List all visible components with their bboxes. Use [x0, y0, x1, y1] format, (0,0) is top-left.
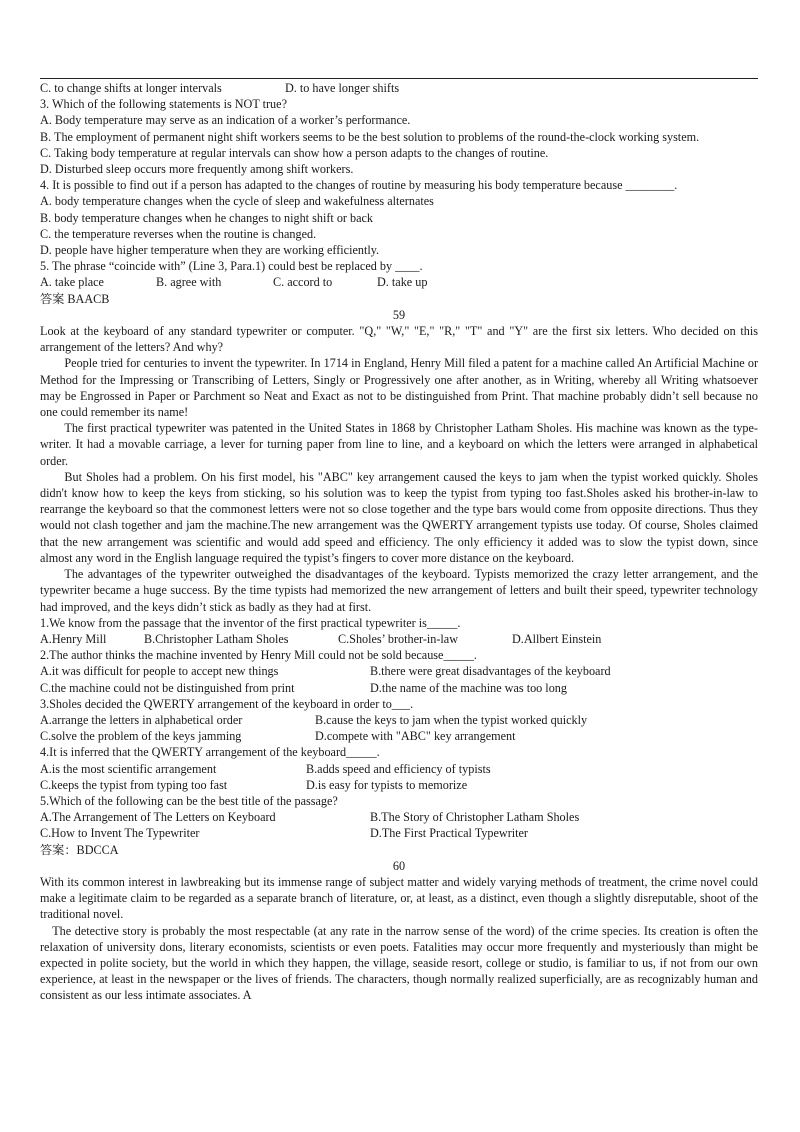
- options-row: [40, 680, 758, 696]
- paragraph: The detective story is probably the most respectable (at any rate in the narrow sense of the word) of the crime species. Its creation is often the relaxation of university dons, literary economists, scientists or even poets. Fatalities may occur more frequently and mysteriously than might be expected in polite society, but the world in which they happen, the village, seaside resort, college or studio, is familiar to us, if not from our own experience, at least in the newspaper or the lives of friends. The characters, though normally realized superficially, are as recognizably human and consistent as our less intimate associates. A: [40, 923, 758, 1003]
- option: C.the machine could not be distinguished from print: [40, 680, 295, 695]
- option: A.Henry Mill: [40, 631, 107, 646]
- option: A. take place: [40, 275, 104, 290]
- options-row: [40, 728, 758, 744]
- paragraph: With its common interest in lawbreaking but its immense range of subject matter and widely varying methods of treatment, the crime novel could make a legitimate claim to be regarded as a separate branch of literature, or, at least, as a distinct, even though a slightly disreputable, shoot of the traditional novel.: [40, 874, 758, 922]
- question-stem: 4.It is inferred that the QWERTY arrangement of the keyboard_____.: [40, 745, 380, 760]
- passage-number: 59: [392, 307, 406, 322]
- option: D.the name of the machine was too long: [370, 680, 567, 695]
- option: D. to have longer shifts: [285, 81, 400, 95]
- options-row: [40, 631, 758, 647]
- option: A.The Arrangement of The Letters on Keyboard: [40, 810, 276, 825]
- paragraph: But Sholes had a problem. On his first model, his "ABC" key arrangement caused the keys to jam when the typist worked quickly. Sholes didn't know how to keep the keys from sticking, so his solution was to keep the typist from typing too fast.Sholes asked his brother-in-law to rearrange the keyboard so that the commonest letters were not so close together and the type bars would come from opposite directions. Thus they would not clash together and jam the machine.The new arrangement was the QWERTY arrangement typists use today. Of course, Sholes claimed that the new arrangement was scientific and would add speed and efficiency. The only efficiency it added was to slow the typist down, since almost any word in the English language required the typist’s fingers to cover more distance on the keyboard.: [40, 469, 758, 565]
- option: D.Allbert Einstein: [512, 631, 602, 646]
- options-row: [40, 777, 758, 793]
- option: C.How to Invent The Typewriter: [40, 826, 200, 841]
- option: B.The Story of Christopher Latham Sholes: [370, 810, 580, 825]
- passage-number: 60: [392, 858, 406, 873]
- option: D.is easy for typists to memorize: [306, 777, 468, 792]
- option: B. agree with: [156, 275, 222, 290]
- options-row: [40, 712, 758, 728]
- option: D. take up: [377, 275, 428, 290]
- option: C. to change shifts at longer intervals: [40, 81, 222, 95]
- option: B.Christopher Latham Sholes: [144, 631, 289, 646]
- option: C. accord to: [273, 275, 333, 290]
- options-row: [40, 663, 758, 679]
- paragraph: The advantages of the typewriter outweighed the disadvantages of the keyboard. Typists memorized the crazy letter arrangement, and the typewriter became a huge success. By the time typists had memorized the new arrangement of letters and built their speed, typewriter technology had improved, and the keys didn’t stick as badly as they had at first.: [40, 567, 758, 614]
- option: A.it was difficult for people to accept new things: [40, 664, 279, 679]
- option: A. Body temperature may serve as an indication of a worker’s performance.: [40, 113, 411, 128]
- option: D. people have higher temperature when they are working efficiently.: [40, 243, 380, 258]
- options-row: [40, 809, 758, 825]
- option: A.is the most scientific arrangement: [40, 761, 217, 776]
- question-stem: 3. Which of the following statements is NOT true?: [40, 97, 287, 112]
- question-stem: 5. The phrase “coincide with” (Line 3, Para.1) could best be replaced by ____.: [40, 259, 423, 274]
- option: A.arrange the letters in alphabetical order: [40, 712, 243, 727]
- options-row: [40, 274, 758, 290]
- q2-options-row: [40, 80, 758, 96]
- option: D. Disturbed sleep occurs more frequently among shift workers.: [40, 162, 354, 177]
- question-stem: 2.The author thinks the machine invented by Henry Mill could not be sold because_____.: [40, 648, 477, 663]
- answer-key: 答案：BDCCA: [40, 842, 119, 857]
- options-row: [40, 825, 758, 841]
- option: B.cause the keys to jam when the typist worked quickly: [315, 712, 588, 727]
- answer-key: 答案 BAACB: [40, 291, 110, 306]
- option: B.there were great disadvantages of the keyboard: [370, 664, 611, 679]
- option: C. Taking body temperature at regular intervals can show how a person adapts to the changes of routine.: [40, 145, 549, 160]
- option: C. the temperature reverses when the routine is changed.: [40, 226, 317, 241]
- option: C.Sholes’ brother-in-law: [338, 631, 459, 646]
- question-stem: 4. It is possible to find out if a person has adapted to the changes of routine by measuring his body temperature because ________.: [40, 178, 678, 193]
- paragraph: Look at the keyboard of any standard typewriter or computer. "Q," "W," "E," "R," "T" and "Y" are the first six letters. Who decided on this arrangement of the letters? And why?: [40, 324, 758, 355]
- option: C.keeps the typist from typing too fast: [40, 777, 228, 792]
- option: B. body temperature changes when he changes to night shift or back: [40, 210, 374, 225]
- option: B. The employment of permanent night shift workers seems to be the best solution to problems of the round-the-clock working system.: [40, 129, 700, 144]
- question-stem: 1.We know from the passage that the inventor of the first practical typewriter is_____.: [40, 615, 461, 630]
- option: B.adds speed and efficiency of typists: [306, 761, 491, 776]
- paragraph: The first practical typewriter was patented in the United States in 1868 by Christopher Latham Sholes. His machine was known as the type-writer. It had a movable carriage, a lever for turning paper from line to line, and a keyboard on which the letters were arranged in alphabetical order.: [40, 421, 758, 468]
- document-page: [40, 78, 758, 1004]
- option: C.solve the problem of the keys jamming: [40, 729, 242, 744]
- option: D.compete with "ABC" key arrangement: [315, 729, 516, 744]
- option: D.The First Practical Typewriter: [370, 826, 528, 841]
- question-stem: 3.Sholes decided the QWERTY arrangement of the keyboard in order to___.: [40, 696, 414, 711]
- option: A. body temperature changes when the cycle of sleep and wakefulness alternates: [40, 194, 434, 209]
- options-row: [40, 761, 758, 777]
- question-stem: 5.Which of the following can be the best title of the passage?: [40, 793, 338, 808]
- header-rule: [40, 78, 758, 79]
- paragraph: People tried for centuries to invent the typewriter. In 1714 in England, Henry Mill filed a patent for a machine called An Artificial Machine or Method for the Impressing or Transcribing of Letters, Singly or Progressively one after another, as in Writing, whereby all Writing whatsoever may be Engrossed in Paper or Parchment so Neat and Exact as not to be distinguished from Print. That machine probably didn’t sell because no one could remember its name!: [40, 356, 758, 420]
